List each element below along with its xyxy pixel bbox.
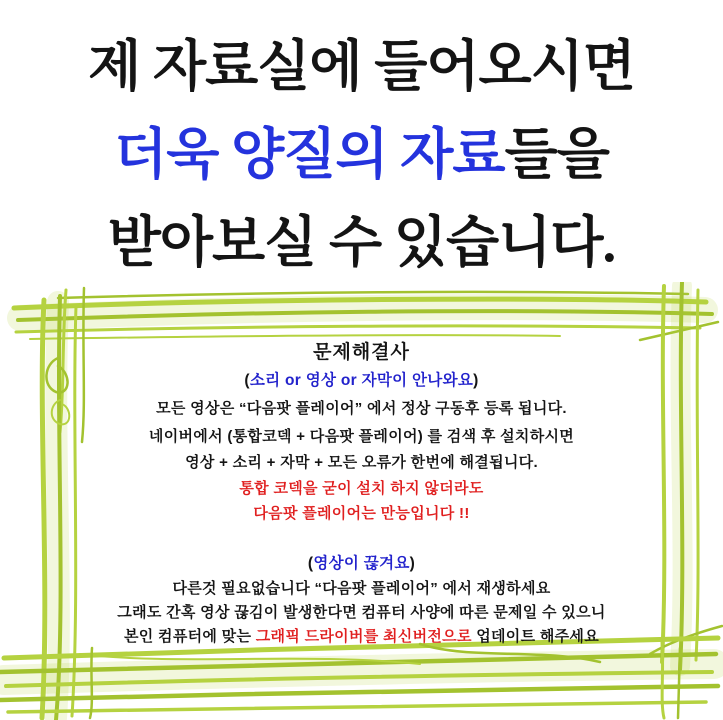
stutter-section-line-2: 그래도 간혹 영상 끊김이 발생한다면 컴퓨터 사양에 따른 문제일 수 있으니: [117, 604, 606, 621]
troubleshooter-title: 문제해결사: [313, 342, 410, 363]
stutter-line-3-highlight: 그래픽 드라이버를 최신버전으로: [255, 628, 472, 645]
audio-section-heading: [0, 368, 723, 390]
headline-line-3: 받아보실 수 있습니다.: [107, 212, 616, 273]
stutter-section-heading: [0, 551, 723, 573]
heading-paren-open: (: [244, 372, 250, 389]
heading-paren-open: (: [307, 555, 314, 572]
stutter-section-line-1: 다른것 필요없습니다 “다음팟 플레이어” 에서 재생하세요: [172, 580, 551, 597]
audio-section-line-1: 모든 영상은 “다음팟 플레이어” 에서 정상 구동후 등록 됩니다.: [156, 400, 567, 417]
audio-section-heading-text: 소리 or 영상 or 자막이 안나와요: [249, 372, 474, 389]
warning-line-1: 통합 코덱을 굳이 설치 하지 않더라도: [239, 480, 484, 497]
headline-line-1: 제 자료실에 들어오시면: [88, 36, 635, 97]
headline-line-2-highlight: 더욱 양질의 자료: [114, 124, 505, 185]
audio-section-line-2: 네이버에서 (통합코덱 + 다음팟 플레이어) 를 검색 후 설치하시면: [148, 428, 575, 445]
stutter-line-3-suffix: 업데이트 해주세요: [471, 628, 599, 645]
stutter-line-3-prefix: 본인 컴퓨터에 맞는: [124, 628, 256, 645]
audio-section-line-3: 영상 + 소리 + 자막 + 모든 오류가 한번에 해결됩니다.: [185, 454, 538, 471]
warning-line-2: 다음팟 플레이어는 만능입니다 !!: [253, 505, 470, 522]
headline-line-2: [0, 110, 723, 189]
stutter-section-heading-text: 영상이 끊겨요: [313, 555, 410, 572]
heading-paren-close: ): [409, 555, 416, 572]
heading-paren-close: ): [473, 372, 479, 389]
stutter-section-line-3: [0, 625, 723, 646]
headline-line-2-rest: 들을: [504, 124, 609, 185]
